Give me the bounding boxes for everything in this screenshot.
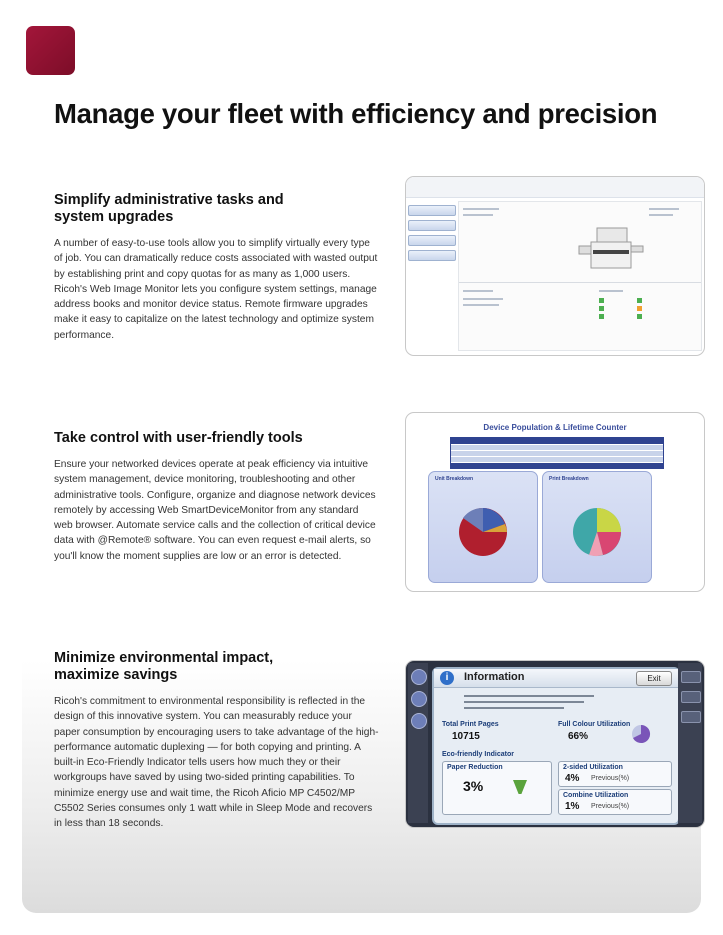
paper-reduction-box	[442, 761, 552, 815]
status-line	[463, 214, 493, 216]
dialog-header	[434, 669, 678, 688]
combine-label: Combine Utilization	[563, 792, 629, 799]
notice-line	[464, 701, 584, 703]
lifetime-counter-screenshot	[405, 412, 705, 592]
notice-line	[464, 707, 564, 709]
status-line	[649, 214, 673, 216]
web-image-monitor-screenshot	[405, 176, 705, 356]
status-dot-icon	[637, 306, 642, 311]
rail-button	[681, 711, 701, 723]
total-pages-value: 10715	[452, 731, 480, 742]
sidebar-button	[408, 235, 456, 246]
info-icon: i	[440, 671, 454, 685]
print-pie-chart	[567, 502, 627, 562]
page-title: Manage your fleet with efficiency and precision	[54, 98, 658, 129]
tree-icon	[513, 780, 527, 794]
counter-title: Device Population & Lifetime Counter	[483, 423, 627, 432]
panel-title: Unit Breakdown	[435, 476, 474, 482]
panel-left-rail	[408, 663, 428, 823]
status-line	[463, 304, 499, 306]
status-dot-icon	[599, 298, 604, 303]
previous-label: Previous(%)	[591, 775, 630, 782]
status-line	[599, 290, 623, 292]
notice-line	[464, 695, 594, 697]
two-sided-value: 4%	[565, 773, 580, 784]
paper-reduction-label: Paper Reduction	[447, 764, 503, 771]
status-line	[463, 290, 493, 292]
monitor-status-panel	[458, 201, 702, 351]
dialog-notice	[464, 691, 604, 713]
status-dot-icon	[637, 314, 642, 319]
app-icon	[411, 691, 427, 707]
unit-pie-chart	[453, 502, 513, 562]
two-sided-box	[558, 761, 672, 787]
status-dot-icon	[637, 298, 642, 303]
eco-indicator-label: Eco-friendly Indicator	[442, 751, 514, 758]
colour-pie-icon	[630, 723, 652, 745]
rail-button	[681, 691, 701, 703]
eco-indicator-screenshot	[405, 660, 705, 828]
section-body: Ensure your networked devices operate at peak efficiency via intuitive system management, device monitoring, troubleshooting and other administrative tools. Configure, organize and diagnose network devices remotely by accessing Web SmartDeviceMonitor from any standard web browser. Automate service calls and the collection of critical device data with @Remote® software. You can even request e-mail alerts, so you'll know the moment supplies are low or an error is detected.	[54, 459, 376, 562]
counter-table	[450, 437, 664, 469]
section-user-friendly-tools	[54, 430, 379, 564]
sidebar-button	[408, 220, 456, 231]
panel-right-rail	[678, 663, 702, 823]
printer-illustration	[577, 224, 645, 272]
status-dot-icon	[599, 314, 604, 319]
previous-label: Previous(%)	[591, 803, 630, 810]
paper-reduction-value: 3%	[463, 778, 484, 794]
section-heading: Take control with user-friendly tools	[54, 430, 303, 446]
status-line	[463, 208, 499, 210]
exit-button[interactable]: Exit	[636, 671, 672, 686]
browser-toolbar	[406, 177, 704, 198]
information-dialog	[432, 667, 680, 825]
brand-logo-square	[26, 26, 75, 75]
section-heading: Simplify administrative tasks and system upgrades	[54, 192, 284, 225]
colour-util-value: 66%	[568, 731, 589, 742]
two-sided-label: 2-sided Utilization	[563, 764, 623, 771]
colour-util-label: Full Colour Utilization	[558, 721, 631, 728]
section-admin-tasks	[54, 192, 379, 343]
app-icon	[411, 713, 427, 729]
combine-box	[558, 789, 672, 815]
rail-button	[681, 671, 701, 683]
panel-title: Print Breakdown	[549, 476, 589, 482]
sidebar-button	[408, 205, 456, 216]
monitor-sidebar	[408, 201, 456, 349]
unit-breakdown-panel	[428, 471, 538, 583]
total-pages-label: Total Print Pages	[442, 721, 499, 728]
table-row	[451, 462, 663, 468]
section-body: A number of easy-to-use tools allow you to simplify virtually every type of job. You can dramatically reduce costs associated with wasted output by establishing print and copy quotas for as many as 1,000 users. Ricoh's Web Image Monitor lets you configure system settings, manage address books and monitor device status. Remote firmware upgrades make it easy to capitalize on the latest technology and optimize system performance.	[54, 238, 378, 341]
sidebar-button	[408, 250, 456, 261]
status-line	[463, 298, 503, 300]
divider	[459, 282, 701, 283]
section-heading: Minimize environmental impact, maximize savings	[54, 650, 274, 683]
section-body: Ricoh's commitment to environmental responsibility is reflected in the design of this innovative system. You can measurably reduce your paper consumption by encouraging users to take advantage of the high-performance automatic duplexing — for both copying and printing. A built-in Eco-Friendly Indicator tells users how much they or their workgroups have saved by using two-sided printing capabilities. To minimize energy use and wait time, the Ricoh Aficio MP C4502/MP C5502 Series consumes only 1 watt while in Sleep Mode and recovers in less than 18 seconds.	[54, 696, 379, 830]
section-environmental-impact	[54, 650, 379, 832]
combine-value: 1%	[565, 801, 580, 812]
dialog-title: Information	[464, 671, 525, 683]
status-line	[649, 208, 679, 210]
app-icon	[411, 669, 427, 685]
print-breakdown-panel	[542, 471, 652, 583]
status-dot-icon	[599, 306, 604, 311]
